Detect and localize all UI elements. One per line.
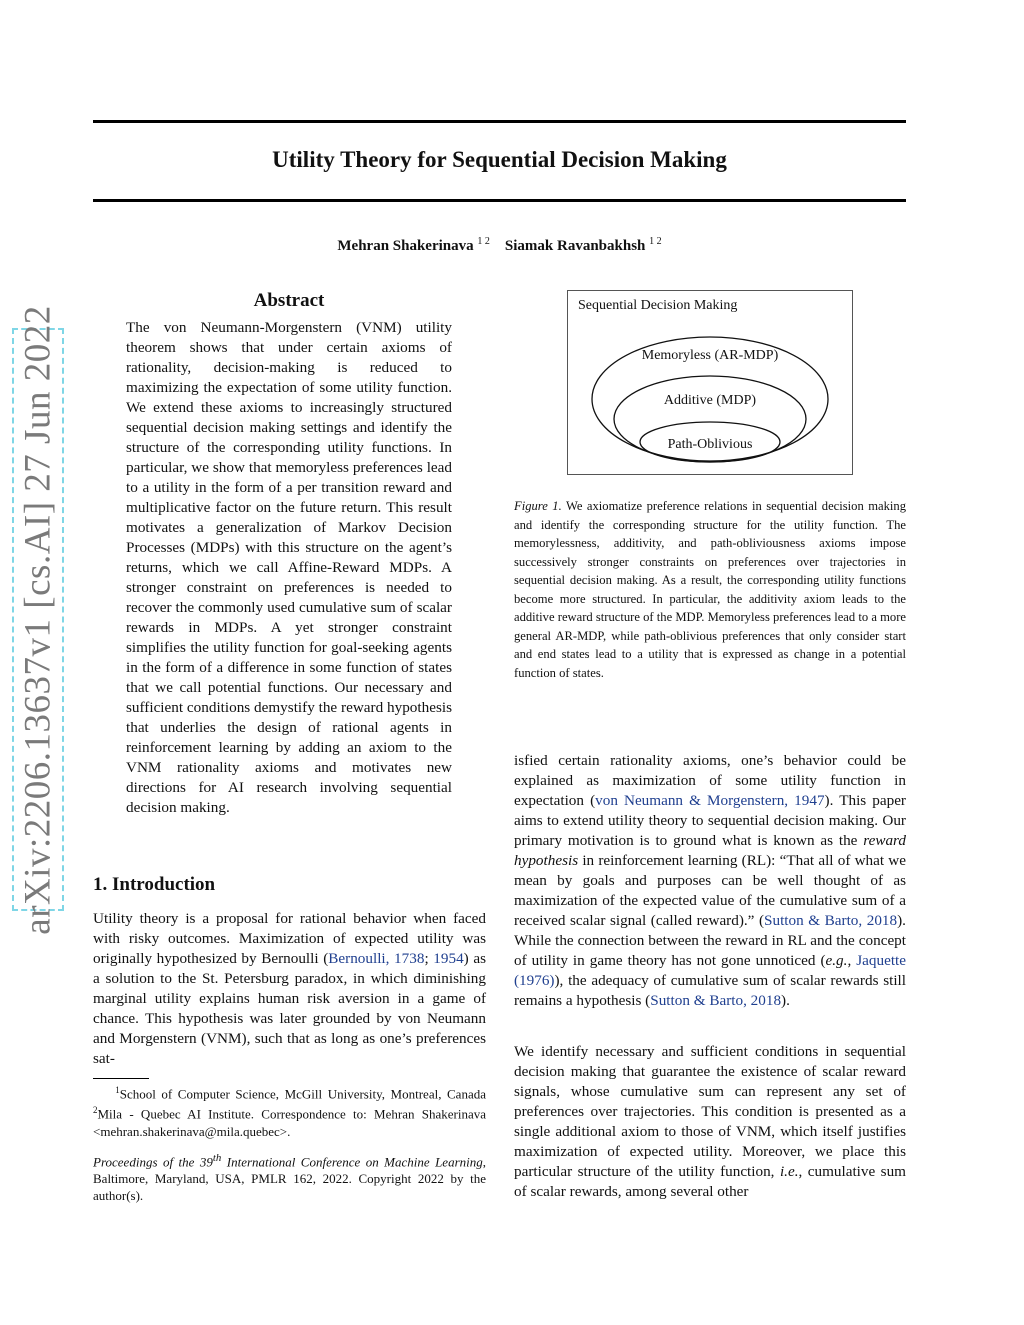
text-run: ), the adequacy of cumulative sum of scalar rewards still remains a hypothesis ( [514, 972, 906, 1009]
author-name: Mehran Shakerinava [337, 238, 474, 254]
text-run: We identify necessary and sufficient conditions in sequential decision making that guarantee the existence of scalar reward signals, whose cumulative sum can represent any set of preferences over trajectories. This condition is presented as a single additional axiom to those of VNM, which itself justifies maximization of expected utility. Moreover, we place this particular structure of the utility function, [514, 1043, 906, 1180]
top-rule [93, 120, 906, 123]
text-run: e.g. [825, 952, 848, 969]
intro-paragraph [93, 909, 486, 1069]
footnote-rule [93, 1078, 149, 1079]
figure-label: Figure 1. [514, 499, 562, 513]
author-list [93, 236, 906, 255]
body-paragraph [514, 751, 906, 1011]
text-run: ). [781, 992, 790, 1009]
arxiv-stamp[interactable] [12, 304, 64, 935]
author-affiliation: 1 2 [649, 236, 662, 247]
figure-diagram [567, 290, 853, 475]
citation-link[interactable]: Jaquette (1976) [514, 952, 907, 989]
text-run: School of Computer Science, McGill University, Montreal, Canada [119, 1086, 486, 1102]
citation-link[interactable]: 1954 [433, 950, 464, 967]
affiliation-footnote [93, 1082, 486, 1140]
proceedings-note [93, 1150, 486, 1204]
footnote-marker: 2 [93, 1105, 98, 1116]
text-run: ). While the connection between the reward in RL and the concept of utility in game theory has not gone unnoticed ( [514, 912, 906, 969]
footnote-marker: 1 [115, 1085, 120, 1095]
nested-ellipses-diagram [568, 291, 852, 474]
text-run: Utility theory is a proposal for rational behavior when faced with risky outcomes. Maximization of expected utility was originally hypothesized by Bernoulli ( [93, 910, 486, 967]
arxiv-stamp-text: arXiv:2206.13637v1 [cs.AI] 27 Jun 2022 [17, 304, 59, 935]
author-affiliation: 1 2 [477, 236, 490, 247]
citation-link[interactable]: Bernoulli, 1738 [328, 950, 425, 967]
text-run: , cumulative sum of scalar rewards, among several other [514, 1163, 906, 1200]
body-paragraph [514, 1042, 906, 1202]
text-run: reward hypothesis [514, 832, 906, 869]
citation-link[interactable]: Sutton & Barto, 2018 [650, 992, 782, 1009]
text-run: , [847, 952, 857, 969]
text-run: We axiomatize preference relations in sequential decision making and identify the corresponding structure for the utility function. The memorylessness, additivity, and path-obliviousness axioms impose successively stronger constraints on preferences over trajectories in sequential decision making. As a result, the corresponding utility functions become more structured. In particular, the additivity axiom leads to the additive reward structure of the MDP. Memoryless preferences lead to a more general AR-MDP, while path-oblivious preferences that only consider start and end states lead to a utility that is expressed as change in a potential function of states. [514, 499, 906, 680]
middle-label: Additive (MDP) [663, 393, 757, 408]
text-run: i.e. [779, 1163, 799, 1180]
author-name: Siamak Ravanbakhsh [504, 238, 646, 254]
citation-link[interactable]: Sutton & Barto, 2018 [764, 912, 898, 929]
text-run: in reinforcement learning (RL): “That all of what we mean by goals and purposes can be well thought of as maximization of the expected value of the cumulative sum of a received scalar signal (called reward).” ( [514, 852, 906, 929]
text-run: Proceedings of the 39 [93, 1154, 213, 1170]
inner-label: Path-Oblivious [667, 437, 753, 452]
figure-caption [514, 497, 906, 682]
title-rule [93, 199, 906, 202]
text-run: th [212, 1152, 222, 1164]
text-run: ). This paper aims to extend utility theory to sequential decision making. Our primary motivation is to ground what is known as the [514, 792, 906, 849]
text-run: Mila - Quebec AI Institute. Correspondence to: Mehran Shakerinava <mehran.shakerinava@mila.quebec>. [93, 1106, 486, 1139]
abstract-body: The von Neumann-Morgenstern (VNM) utility theorem shows that under certain axioms of rationality, decision-making is reduced to maximizing the expectation of some utility function. We extend these axioms to increasingly structured sequential decision making settings and identify the structure of the corresponding utility functions. In particular, we show that memoryless preferences lead to a utility in the form of a per transition reward and multiplicative factor on the future return. This result motivates a generalization of Markov Decision Processes (MDPs) with this structure on the agent’s returns, which we call Affine-Reward MDPs. A stronger constraint on preferences is needed to recover the commonly used cumulative sum of scalar rewards in MDPs. A yet stronger constraint simplifies the utility function for goal-seeking agents in the form of a difference in some function of states that we call potential functions. Our necessary and sufficient conditions demystify the reward hypothesis that underlies the design of rational agents in reinforcement learning by adding an axiom to the VNM rationality axioms and motivates new directions for AI research involving sequential decision making. [126, 319, 452, 816]
text-run: ) as a solution to the St. Petersburg paradox, in which diminishing marginal utility explains human risk aversion in a game of chance. This hypothesis was later grounded by von Neumann and Morgenstern (VNM), such that as long as one’s preferences sat- [93, 950, 486, 1067]
text-run: , Baltimore, Maryland, USA, PMLR 162, 2022. Copyright 2022 by the author(s). [93, 1154, 486, 1204]
citation-link[interactable]: von Neumann & Morgenstern, 1947 [595, 792, 825, 809]
outer-label: Memoryless (AR-MDP) [641, 348, 779, 363]
text-run: isfied certain rationality axioms, one’s behavior could be explained as maximization of some utility function in expectation ( [514, 752, 906, 809]
section-heading: 1. Introduction [93, 874, 216, 895]
text-run: ; [424, 950, 434, 967]
paper-title: Utility Theory for Sequential Decision Making [272, 147, 727, 172]
text-run: International Conference on Machine Learning [221, 1154, 483, 1170]
box-title: Sequential Decision Making [578, 298, 738, 313]
abstract-heading: Abstract [253, 290, 325, 311]
